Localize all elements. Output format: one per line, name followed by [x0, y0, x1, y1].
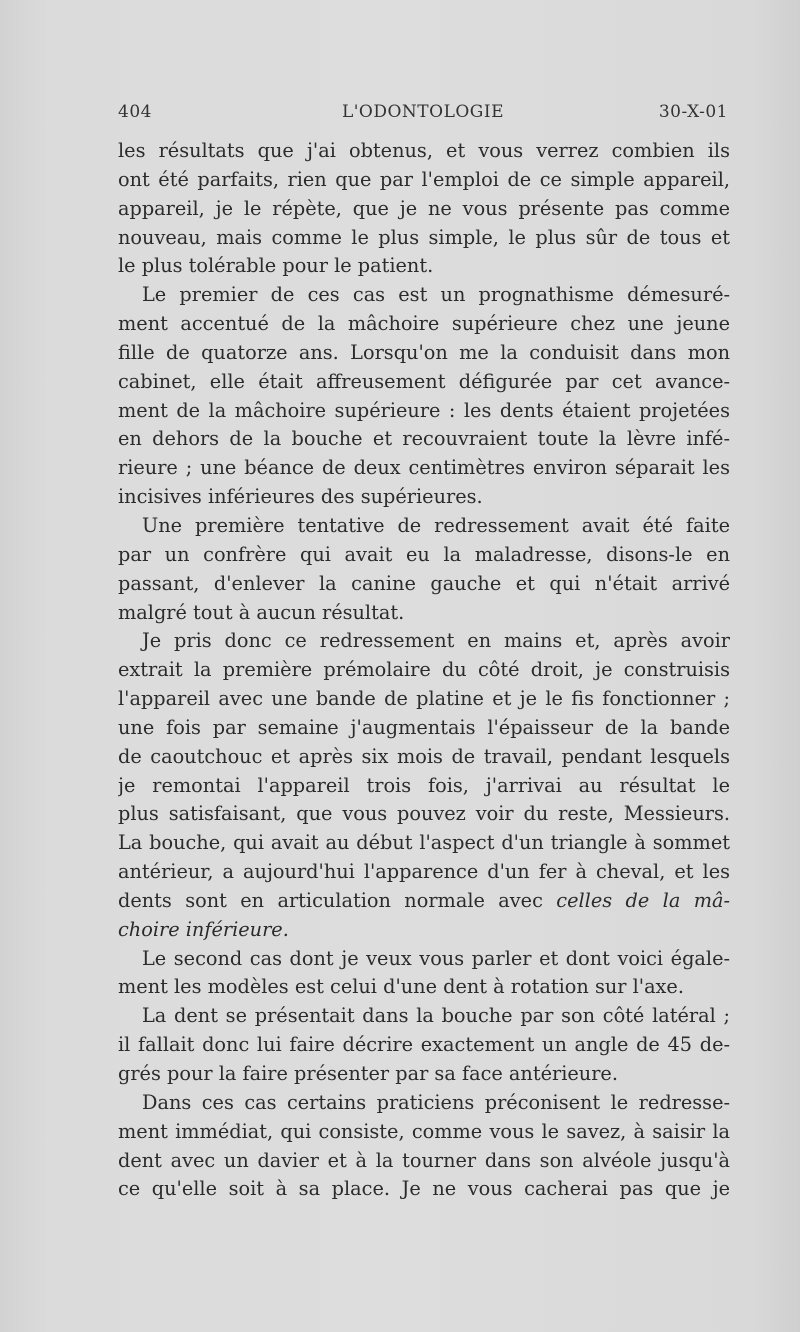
text-segment: dents sont en articulation normale avec	[118, 888, 543, 912]
text-line: ment les modèles est celui d'une dent à rotation sur l'axe.	[118, 975, 684, 999]
text-line: grés pour la faire présenter par sa face antérieure.	[118, 1062, 618, 1085]
text-line: une fois par semaine j'augmentais l'épaisseur de la bande	[118, 715, 730, 739]
text-line: dent avec un davier et à la tourner dans son alvéole jusqu'à	[118, 1148, 730, 1172]
body-text	[118, 137, 730, 1204]
paragraph-start-line: Dans ces cas certains praticiens préconisent le redresse-	[142, 1090, 730, 1114]
paragraph-start-line: Le premier de ces cas est un prognathisme démesuré-	[142, 283, 730, 307]
page-number: 404	[118, 102, 152, 122]
text-line: ce qu'elle soit à sa place. Je ne vous cacherai pas que je	[118, 1177, 730, 1201]
paragraph-start-line: Je pris donc ce redressement en mains et, après avoir	[142, 629, 730, 653]
text-line: de caoutchouc et après six mois de travail, pendant lesquels	[118, 744, 730, 768]
text-line: La bouche, qui avait au début l'aspect d'un triangle à sommet	[118, 831, 730, 855]
text-line: le plus tolérable pour le patient.	[118, 254, 434, 278]
text-line: appareil, je le répète, que je ne vous présente pas comme	[118, 196, 730, 220]
text-line: passant, d'enlever la canine gauche et qui n'était arrivé	[118, 571, 730, 595]
emphasized-text-line: choire inférieure.	[118, 917, 289, 941]
text-line: malgré tout à aucun résultat.	[118, 600, 405, 624]
text-line: l'appareil avec une bande de platine et je le fis fonctionner ;	[118, 687, 730, 711]
text-line: fille de quatorze ans. Lorsqu'on me la conduisit dans mon	[118, 340, 730, 364]
text-line: je remontai l'appareil trois fois, j'arrivai au résultat le	[118, 773, 730, 797]
text-line: par un confrère qui avait eu la maladresse, disons-le en	[118, 542, 730, 566]
paragraph-start-line: Une première tentative de redressement avait été faite	[142, 513, 730, 537]
text-line: extrait la première prémolaire du côté droit, je construisis	[118, 658, 730, 682]
text-line: ment accentué de la mâchoire supérieure chez une jeune	[118, 312, 730, 336]
emphasized-text: celles de la mâ-	[556, 888, 730, 912]
paragraph-start-line: Le second cas dont je veux vous parler et dont voici égale-	[142, 946, 730, 970]
text-line: rieure ; une béance de deux centimètres environ séparait les	[118, 456, 730, 480]
text-line-with-emphasis	[118, 887, 730, 916]
running-head	[118, 102, 728, 130]
text-line: il fallait donc lui faire décrire exactement un angle de 45 de-	[118, 1033, 730, 1057]
text-line: antérieur, a aujourd'hui l'apparence d'un fer à cheval, et les	[118, 860, 730, 884]
issue-date: 30-X-01	[658, 102, 728, 122]
text-line: incisives inférieures des supérieures.	[118, 485, 483, 509]
text-line: en dehors de la bouche et recouvraient toute la lèvre infé-	[118, 427, 730, 451]
text-line: les résultats que j'ai obtenus, et vous verrez combien ils	[118, 139, 730, 162]
text-line: ont été parfaits, rien que par l'emploi de ce simple appareil,	[118, 167, 730, 191]
text-line: plus satisfaisant, que vous pouvez voir du reste, Messieurs.	[118, 802, 730, 826]
journal-title: L'ODONTOLOGIE	[341, 102, 505, 122]
text-line: ment immédiat, qui consiste, comme vous le savez, à saisir la	[118, 1119, 730, 1143]
text-line: nouveau, mais comme le plus simple, le plus sûr de tous et	[118, 225, 730, 249]
paragraph-start-line: La dent se présentait dans la bouche par son côté latéral ;	[142, 1004, 730, 1028]
text-line: cabinet, elle était affreusement défigurée par cet avance-	[118, 369, 730, 393]
text-line: ment de la mâchoire supérieure : les dents étaient projetées	[118, 398, 730, 422]
